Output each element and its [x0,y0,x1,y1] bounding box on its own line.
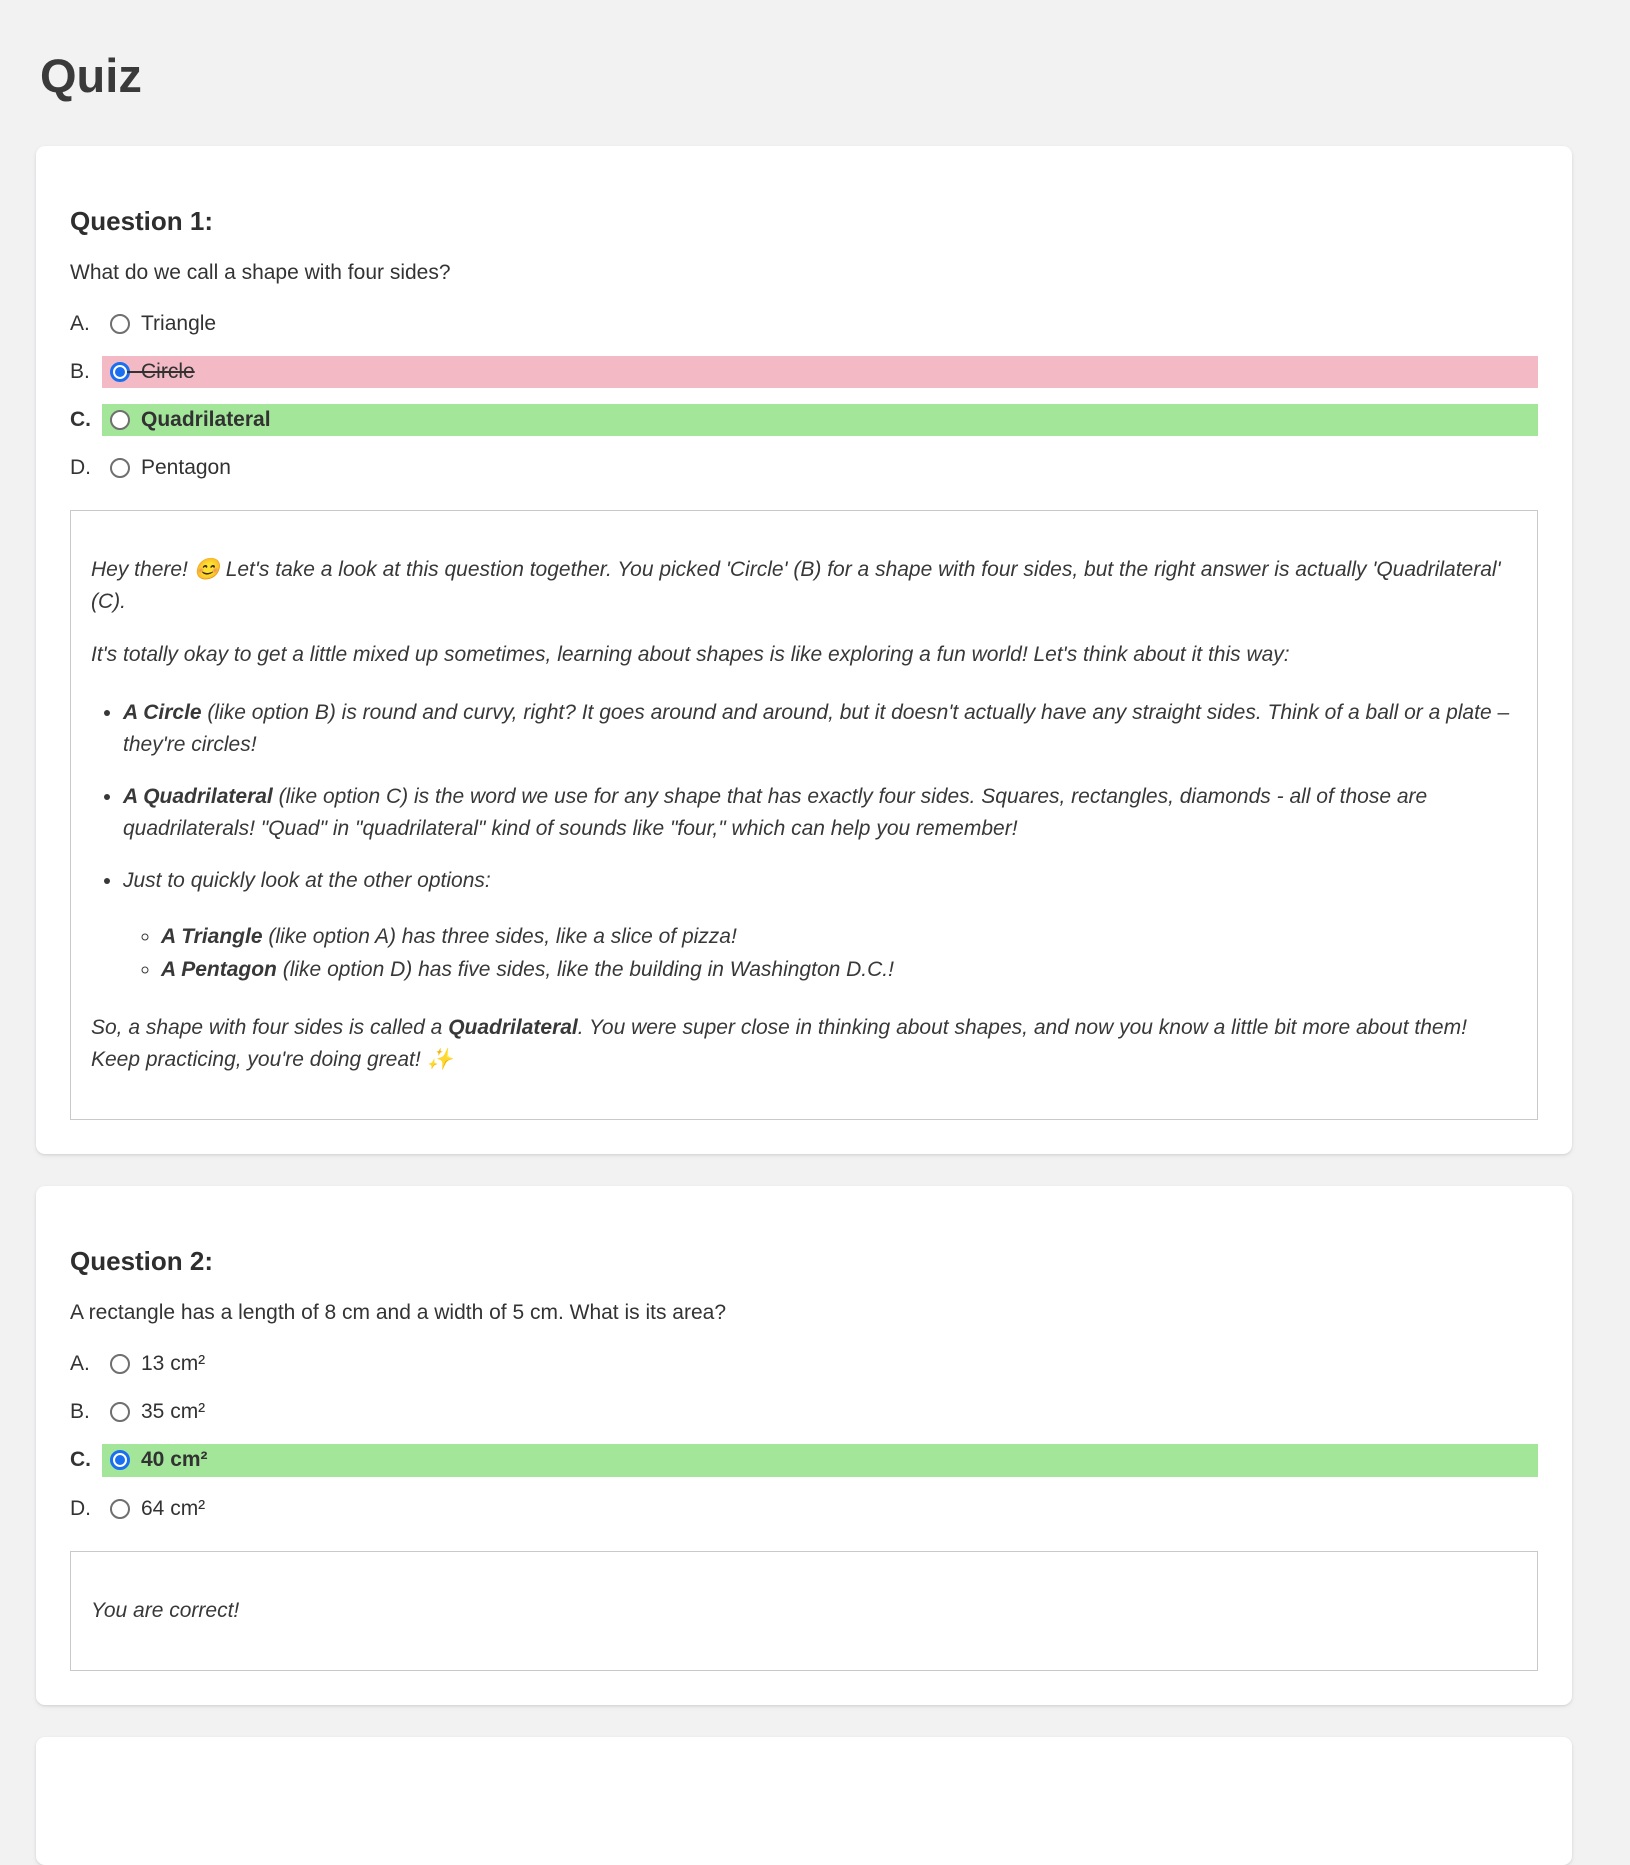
option-body-q2-a [102,1348,1538,1380]
feedback-list [91,697,1517,986]
option-label-q2-c[interactable]: 40 cm² [141,1448,208,1472]
question-1-options [70,308,1538,485]
option-body-q1-a [102,308,1538,340]
question-1-heading: Question 1: [70,205,214,236]
question-1-card [36,146,1572,1154]
option-label-q1-c[interactable]: Quadrilateral [141,407,271,431]
option-body-q1-c [102,404,1538,436]
option-body-q1-d [102,452,1538,484]
option-label-q1-a[interactable]: Triangle [141,311,217,335]
radio-q1-d[interactable] [110,458,130,478]
feedback-list-item-circle: • A Circle (like option B) is round and curvy, right? It goes around and around, but it doesn't actually have any straight sides. Think of a ball or a plate – they're circles! [123,697,1517,761]
option-letter-q1-a: A. [70,311,90,335]
question-2-heading: Question 2: [70,1246,214,1277]
question-2-card [36,1186,1572,1704]
radio-q2-d[interactable] [110,1499,130,1519]
page-title: Quiz [40,49,142,102]
option-letter-q2-c: C. [70,1448,91,1472]
radio-q2-b[interactable] [110,1402,130,1422]
option-letter-q1-d: D. [70,456,91,480]
option-row-q1-b [70,356,1538,388]
question-2-text: A rectangle has a length of 8 cm and a width of 5 cm. What is its area? [70,1301,727,1325]
option-row-q2-a [70,1348,1538,1380]
feedback-paragraph-3: So, a shape with four sides is called a Quadrilateral. You were super close in thinking about shapes, and now you know a little bit more about them! Keep practicing, you're doing great! ✨ [91,1016,1467,1072]
option-label-q2-d[interactable]: 64 cm² [141,1496,206,1520]
feedback-list-item-other-options [123,865,1517,987]
option-row-q1-d [70,452,1538,484]
option-row-q1-a [70,308,1538,340]
option-letter-q1-b: B. [70,359,90,383]
option-body-q1-b [102,356,1538,388]
option-letter-q1-c: C. [70,408,91,432]
option-letter-q2-a: A. [70,1352,90,1376]
radio-q1-a[interactable] [110,314,130,334]
radio-q2-c[interactable] [110,1450,130,1470]
question-1-text: What do we call a shape with four sides? [70,260,451,284]
question-1-feedback-box [70,510,1538,1120]
option-label-q2-b[interactable]: 35 cm² [141,1400,206,1424]
feedback-sublist [123,921,1517,987]
option-body-q2-c [102,1444,1538,1476]
feedback-list-item-quadrilateral: • A Quadrilateral (like option C) is the word we use for any shape that has exactly four sides. Squares, rectangles, diamonds - all of those are quadrilaterals! "Quad" in "quadrilateral" kind of sounds like "four," which can help you remember! [123,781,1517,845]
radio-q1-c[interactable] [110,410,130,430]
question-2-feedback-box [70,1551,1538,1671]
feedback-paragraph-1: Hey there! 😊 Let's take a look at this question together. You picked 'Circle' (B) for a shape with four sides, but the right answer is actually 'Quadrilateral' (C). [91,558,1501,614]
option-body-q2-d [102,1493,1538,1525]
feedback-list-item-other-options-text: Just to quickly look at the other options: [123,868,491,892]
option-row-q2-c [70,1444,1538,1476]
option-row-q2-b [70,1396,1538,1428]
question-2-options [70,1348,1538,1525]
option-label-q2-a[interactable]: 13 cm² [141,1352,206,1376]
feedback-sublist-item-triangle: ◦ A Triangle (like option A) has three sides, like a slice of pizza! [161,921,1517,953]
feedback-sublist-item-pentagon: ◦ A Pentagon (like option D) has five sides, like the building in Washington D.C.! [161,954,1517,986]
option-label-q1-d[interactable]: Pentagon [141,456,231,480]
correct-feedback-text: You are correct! [91,1598,240,1622]
option-body-q2-b [102,1396,1538,1428]
option-row-q1-c [70,404,1538,436]
option-letter-q2-d: D. [70,1496,91,1520]
feedback-paragraph-2: It's totally okay to get a little mixed up sometimes, learning about shapes is like exploring a fun world! Let's think about it this way: [91,643,1290,667]
option-row-q2-d [70,1493,1538,1525]
option-label-q1-b[interactable]: Circle [141,359,195,383]
question-3-card-peek [36,1737,1572,1865]
option-letter-q2-b: B. [70,1400,90,1424]
radio-q2-a[interactable] [110,1354,130,1374]
